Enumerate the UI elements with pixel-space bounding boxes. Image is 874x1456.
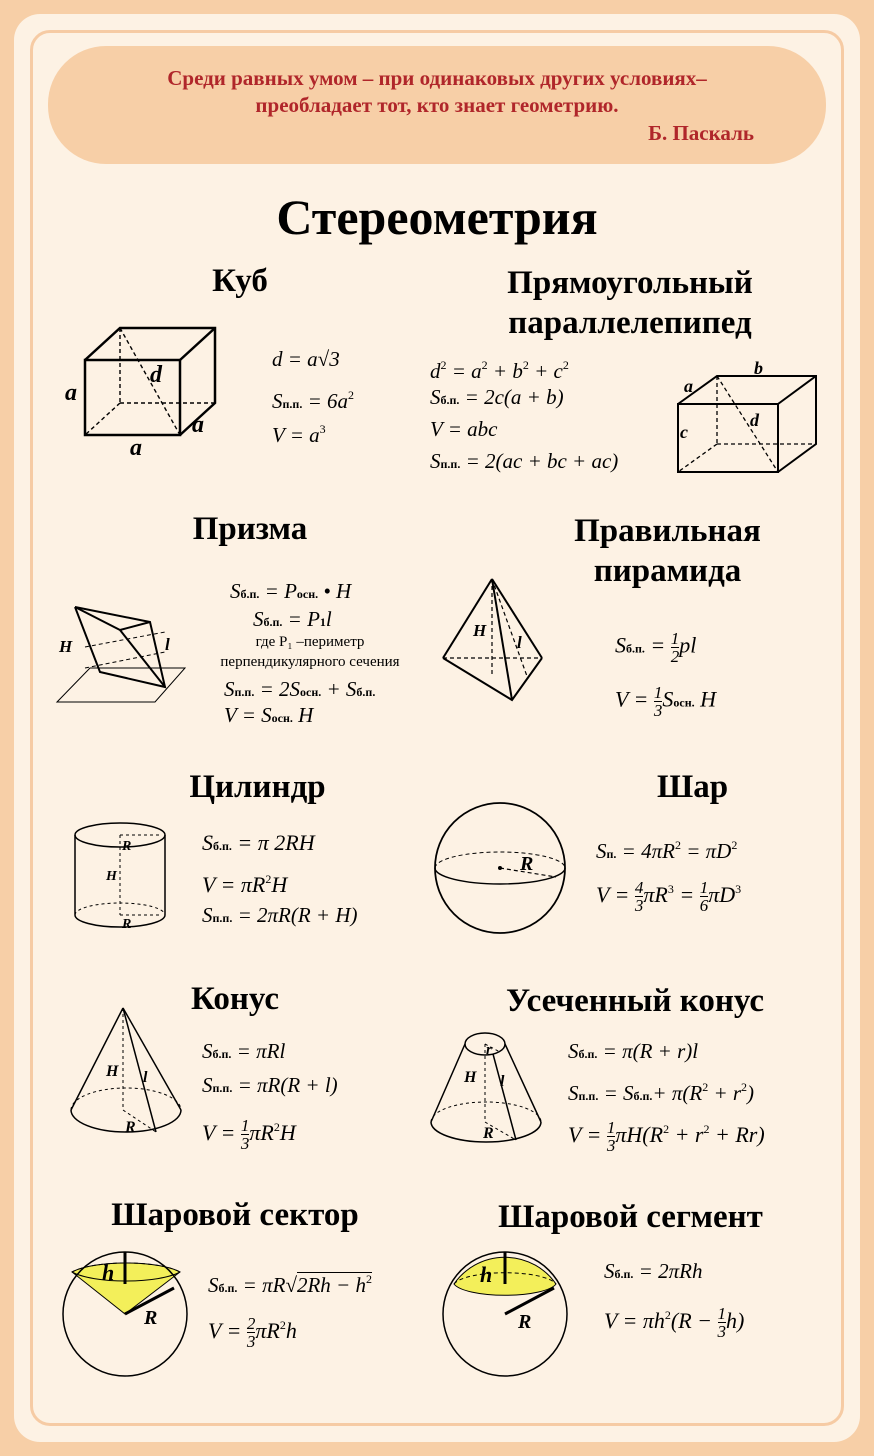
pyramid-label-H: H (473, 621, 487, 640)
sector-heading: Шаровой сектор (111, 1197, 359, 1233)
box-label-a: a (684, 376, 693, 396)
pyramid-label-l: l (517, 633, 522, 652)
quote-banner (48, 46, 826, 164)
frustum-heading: Усеченный конус (505, 983, 765, 1019)
frustum-label-R: R (483, 1125, 494, 1142)
segment-label-h: h (480, 1262, 493, 1287)
cone-label-H: H (106, 1063, 119, 1080)
cone-heading: Конус (191, 981, 279, 1017)
segment-heading: Шаровой сегмент (498, 1199, 763, 1235)
quote-line-1: Среди равных умом – при одинаковых других условиях– (167, 66, 707, 90)
cube-label-a-bottom: a (130, 435, 142, 461)
cylinder-label-H: H (106, 869, 117, 884)
sphere-formula-volume: V = $\frac{4}{3}$ $\pi R^3$ = $\frac{1}{6}$ $\pi D^3$ (596, 878, 742, 916)
prism-heading: Призма (192, 511, 308, 547)
pyramid-formula-lateral: Sб.п. = $\frac{1}{2}$ pl (615, 629, 697, 666)
box-formula-volume: V = abc (430, 417, 498, 441)
sphere-label-R: R (520, 853, 534, 875)
quote-author: Б. Паскаль (648, 121, 754, 145)
prism-formula-volume: V = Sосн. H (224, 703, 314, 727)
cube-label-a-left: a (65, 380, 77, 406)
cube-formula-diagonal: d = a√3 (272, 347, 340, 371)
cylinder-label-R-bottom: R (122, 917, 132, 932)
cone-formula-lateral: Sб.п. = πRl (202, 1039, 286, 1063)
segment-formula-volume: $V = \pi h^2(R$ − $\frac{1}{3}$ h) (604, 1304, 745, 1342)
box-formula-surface: Sп.п. = 2(ac + bc + ac) (430, 449, 619, 473)
cylinder-figure (72, 820, 172, 935)
page-title: Стереометрия (276, 189, 598, 245)
frustum-formula-volume: V = $\frac{1}{3}$ $\pi H(R^2 + r^2 + Rr)$ (568, 1118, 765, 1156)
cube-label-a-right: a (192, 412, 204, 438)
cube-label-d: d (150, 362, 162, 388)
sector-formula-volume: V = $\frac{2}{3}$ $\pi R^2h$ (208, 1314, 297, 1352)
frustum-label-l: l (500, 1073, 505, 1090)
prism-formula-lateral-2: Sб.п. = P1l (253, 607, 332, 631)
cylinder-label-R-top: R (122, 839, 132, 854)
frustum-figure (428, 1030, 550, 1145)
frustum-label-H: H (464, 1069, 477, 1086)
sphere-figure (432, 800, 570, 938)
cylinder-heading: Цилиндр (189, 769, 326, 805)
box-heading-line-1: Прямоугольный (507, 265, 753, 301)
sector-label-R: R (144, 1307, 158, 1329)
sector-label-h: h (102, 1260, 115, 1285)
cone-label-R: R (125, 1119, 136, 1136)
cone-label-l: l (143, 1069, 148, 1086)
segment-formula-lateral: Sб.п. = 2πRh (604, 1259, 703, 1283)
pyramid-heading-line-2: пирамида (593, 553, 742, 589)
sector-formula-lateral: Sб.п. = $\pi R√2Rh - h^2$ (208, 1272, 372, 1297)
prism-label-H: H (59, 637, 73, 656)
box-label-c: c (680, 422, 688, 442)
box-formula-lateral: Sб.п. = 2c(a + b) (430, 385, 564, 409)
segment-figure (440, 1244, 570, 1374)
box-label-d: d (750, 410, 759, 430)
prism-note-line-1: где P₁ –периметр (255, 634, 365, 650)
prism-figure (55, 602, 195, 707)
frustum-formula-surface: Sп.п. = $Sб.п.+ \pi(R^2 + r^2)$ (568, 1080, 755, 1105)
box-label-b: b (754, 358, 763, 378)
pyramid-formula-volume: V = $\frac{1}{3}$ Sосн. H (615, 683, 717, 720)
prism-label-l: l (165, 635, 170, 654)
cube-formula-volume: $V = a^3$ (272, 422, 326, 447)
box-figure (672, 360, 832, 480)
box-formula-diagonal: $d^2 = a^2 + b^2 + c^2$ (430, 358, 569, 383)
cone-formula-surface: Sп.п. = πR(R + l) (202, 1073, 338, 1097)
sphere-formula-surface: Sп. = $4\pi R^2 = \pi D^2$ (596, 838, 738, 863)
frustum-formula-lateral: Sб.п. = π(R + r)l (568, 1039, 699, 1063)
sphere-heading: Шар (656, 769, 729, 805)
cylinder-formula-volume: $V = \pi R^2H$ (202, 872, 288, 897)
cylinder-formula-lateral: Sб.п. = π 2RH (202, 830, 315, 855)
sector-figure (60, 1244, 190, 1374)
prism-formula-lateral-1: Sб.п. = Pосн. • H (230, 579, 352, 603)
cube-figure (60, 320, 230, 460)
segment-label-R: R (518, 1311, 532, 1333)
prism-formula-surface: Sп.п. = 2Sосн. + Sб.п. (224, 677, 376, 701)
quote-line-2: преобладает тот, кто знает геометрию. (255, 93, 619, 117)
cone-figure (68, 1006, 186, 1141)
frustum-label-r: r (486, 1042, 492, 1058)
cube-heading: Куб (212, 263, 268, 299)
pyramid-heading-line-1: Правильная (574, 513, 761, 549)
box-heading-line-2: параллелепипед (508, 305, 752, 341)
cone-formula-volume: V = $\frac{1}{3}$ $\pi R^2H$ (202, 1116, 296, 1154)
prism-note-line-2: перпендикулярного сечения (220, 654, 400, 670)
cube-formula-surface: Sп.п. = $6a^2$ (272, 388, 354, 413)
cylinder-formula-surface: Sп.п. = 2πR(R + H) (202, 903, 358, 927)
pyramid-figure (440, 576, 550, 706)
